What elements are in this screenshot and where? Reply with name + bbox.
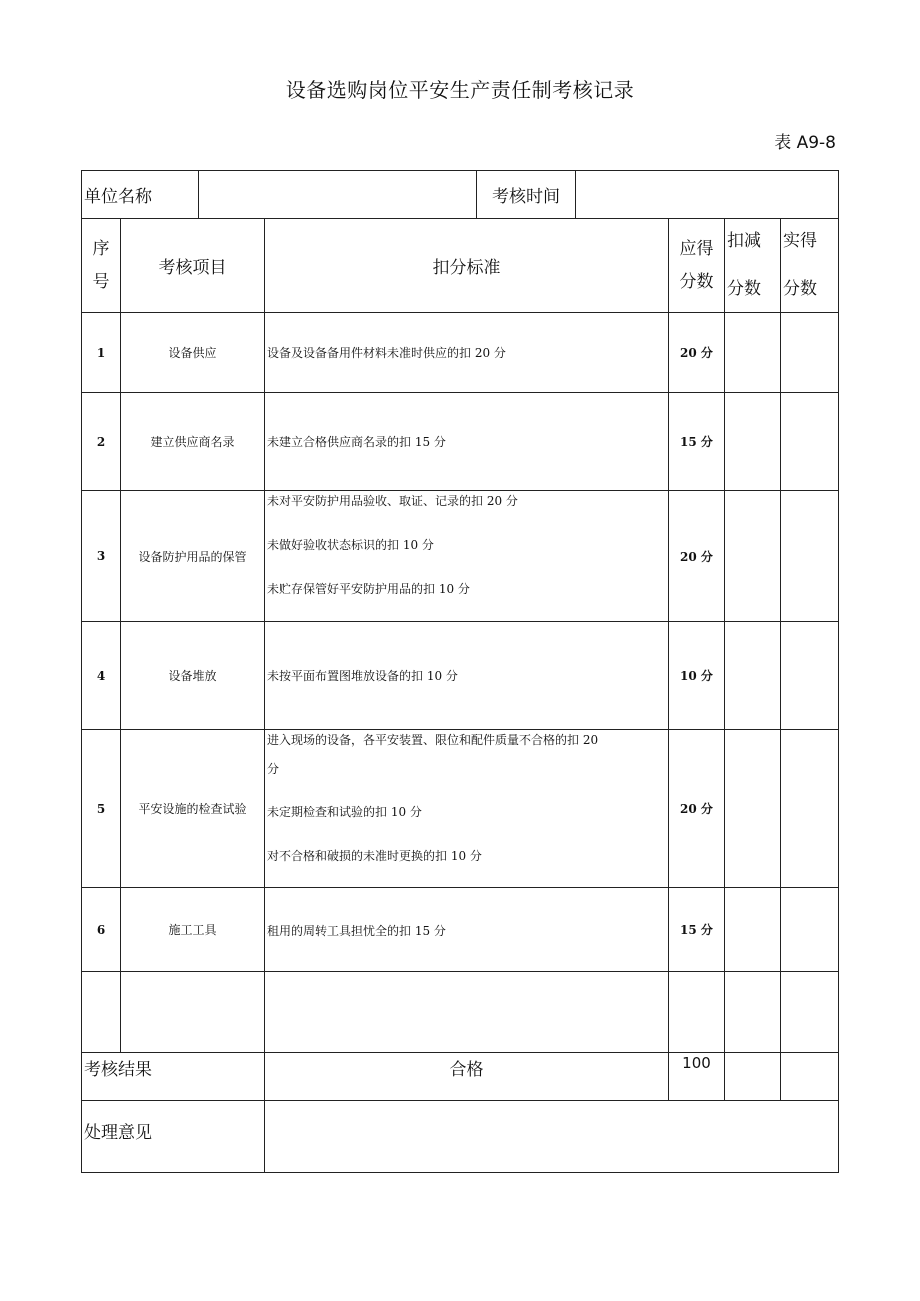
row-4-score bbox=[668, 621, 725, 730]
row-6-actual[interactable] bbox=[780, 887, 839, 972]
row-2-item-text: 建立供应商名录 bbox=[150, 435, 235, 449]
exam-time-label bbox=[476, 170, 576, 219]
row-3-item bbox=[120, 490, 265, 622]
row-2-seq-text: 2 bbox=[96, 434, 106, 449]
row-1-score-text: 20 分 bbox=[680, 346, 713, 360]
row-3-criteria-line-3: 未贮存保管好平安防护用品的扣 10 分 bbox=[267, 582, 470, 596]
row-6-deduct[interactable] bbox=[724, 887, 781, 972]
row-5-criteria bbox=[264, 729, 669, 888]
row-3-criteria-line-1: 未对平安防护用品验收、取证、记录的扣 20 分 bbox=[267, 494, 518, 508]
row-2-deduct[interactable] bbox=[724, 392, 781, 491]
row-1-item-text: 设备供应 bbox=[168, 346, 217, 360]
row-3-seq-text: 3 bbox=[96, 549, 106, 563]
row-3-criteria-line-2: 未做好验收状态标识的扣 10 分 bbox=[267, 538, 434, 552]
unit-name-label bbox=[81, 170, 199, 219]
page-title: 设备选购岗位平安生产责任制考核记录 bbox=[285, 78, 635, 102]
row-1-actual[interactable] bbox=[780, 312, 839, 393]
unit-name-label-text: 单位名称 bbox=[84, 187, 152, 207]
table-number: 表 A9-8 bbox=[774, 133, 836, 153]
deduct-header-line2: 分数 bbox=[727, 278, 761, 299]
criteria-header-text: 扣分标准 bbox=[432, 258, 501, 278]
item-header-text: 考核项目 bbox=[158, 258, 227, 278]
exam-time-label-text: 考核时间 bbox=[492, 187, 560, 207]
row-2-criteria-line-1: 未建立合格供应商名录的扣 15 分 bbox=[267, 435, 446, 449]
row-3-seq bbox=[81, 490, 121, 622]
row-2-actual[interactable] bbox=[780, 392, 839, 491]
row-3-score-text: 20 分 bbox=[680, 549, 713, 564]
exam-time-field[interactable] bbox=[575, 170, 839, 219]
row-7-item bbox=[120, 971, 265, 1053]
row-6-item bbox=[120, 887, 265, 972]
row-3-criteria bbox=[264, 490, 669, 622]
row-2-score bbox=[668, 392, 725, 491]
row-5-score bbox=[668, 729, 725, 888]
result-total bbox=[668, 1052, 725, 1101]
row-6-item-text: 施工工具 bbox=[168, 923, 217, 937]
row-5-item-text: 平安设施的检查试验 bbox=[138, 802, 247, 816]
row-5-criteria-line-2: 分 bbox=[267, 762, 280, 776]
seq-header-line2: 号 bbox=[92, 271, 110, 292]
row-4-score-text: 10 分 bbox=[680, 669, 713, 683]
result-total-text: 100 bbox=[682, 1054, 711, 1072]
due-score-header bbox=[668, 218, 725, 313]
row-3-score bbox=[668, 490, 725, 622]
opinion-label-text: 处理意见 bbox=[84, 1123, 152, 1143]
row-1-criteria bbox=[264, 312, 669, 393]
row-6-seq bbox=[81, 887, 121, 972]
deduct-header bbox=[724, 218, 781, 313]
row-7-score bbox=[668, 971, 725, 1053]
row-1-score bbox=[668, 312, 725, 393]
actual-header bbox=[780, 218, 839, 313]
row-6-criteria-line-1: 租用的周转工具担忧全的扣 15 分 bbox=[267, 924, 446, 938]
row-4-criteria bbox=[264, 621, 669, 730]
row-5-criteria-line-3: 未定期检查和试验的扣 10 分 bbox=[267, 805, 422, 819]
row-7-actual[interactable] bbox=[780, 971, 839, 1053]
row-4-item-text: 设备堆放 bbox=[168, 669, 217, 683]
row-4-deduct[interactable] bbox=[724, 621, 781, 730]
row-6-score-text: 15 分 bbox=[680, 923, 713, 937]
opinion-label bbox=[81, 1100, 265, 1173]
row-5-deduct[interactable] bbox=[724, 729, 781, 888]
result-value bbox=[264, 1052, 669, 1101]
criteria-header bbox=[264, 218, 669, 313]
deduct-header-line1: 扣减 bbox=[727, 230, 761, 251]
row-2-criteria bbox=[264, 392, 669, 491]
row-1-deduct[interactable] bbox=[724, 312, 781, 393]
result-label bbox=[81, 1052, 265, 1101]
row-5-seq bbox=[81, 729, 121, 888]
row-4-item bbox=[120, 621, 265, 730]
row-7-deduct[interactable] bbox=[724, 971, 781, 1053]
row-6-criteria bbox=[264, 887, 669, 972]
row-3-actual[interactable] bbox=[780, 490, 839, 622]
seq-header bbox=[81, 218, 121, 313]
row-5-item bbox=[120, 729, 265, 888]
row-2-item bbox=[120, 392, 265, 491]
seq-header-line1: 序 bbox=[92, 239, 110, 260]
row-7-criteria bbox=[264, 971, 669, 1053]
row-1-criteria-line-1: 设备及设备备用件材料未准时供应的扣 20 分 bbox=[267, 346, 506, 360]
result-value-text: 合格 bbox=[449, 1060, 484, 1080]
row-3-deduct[interactable] bbox=[724, 490, 781, 622]
result-actual[interactable] bbox=[780, 1052, 839, 1101]
row-6-seq-text: 6 bbox=[96, 922, 106, 937]
result-label-text: 考核结果 bbox=[84, 1060, 152, 1080]
due-score-header-line2: 分数 bbox=[679, 271, 714, 292]
row-1-seq bbox=[81, 312, 121, 393]
row-5-actual[interactable] bbox=[780, 729, 839, 888]
row-1-seq-text: 1 bbox=[96, 345, 106, 360]
row-4-criteria-line-1: 未按平面布置图堆放设备的扣 10 分 bbox=[267, 669, 458, 683]
result-deduct[interactable] bbox=[724, 1052, 781, 1101]
row-5-criteria-line-1: 进入现场的设备，各平安装置、限位和配件质量不合格的扣 20 bbox=[267, 733, 599, 747]
row-2-seq bbox=[81, 392, 121, 491]
row-3-item-text: 设备防护用品的保管 bbox=[138, 549, 247, 564]
row-1-item bbox=[120, 312, 265, 393]
row-4-seq-text: 4 bbox=[96, 668, 106, 683]
row-2-score-text: 15 分 bbox=[680, 435, 713, 449]
row-5-criteria-line-4: 对不合格和破损的未准时更换的扣 10 分 bbox=[267, 849, 482, 863]
row-5-score-text: 20 分 bbox=[680, 802, 713, 816]
item-header bbox=[120, 218, 265, 313]
row-6-score bbox=[668, 887, 725, 972]
due-score-header-line1: 应得 bbox=[679, 239, 714, 260]
row-7-seq bbox=[81, 971, 121, 1053]
row-4-seq bbox=[81, 621, 121, 730]
row-5-seq-text: 5 bbox=[96, 801, 106, 816]
actual-header-line1: 实得 bbox=[783, 230, 817, 251]
opinion-field[interactable] bbox=[264, 1100, 839, 1173]
unit-name-field[interactable] bbox=[198, 170, 477, 219]
actual-header-line2: 分数 bbox=[783, 278, 817, 299]
row-4-actual[interactable] bbox=[780, 621, 839, 730]
